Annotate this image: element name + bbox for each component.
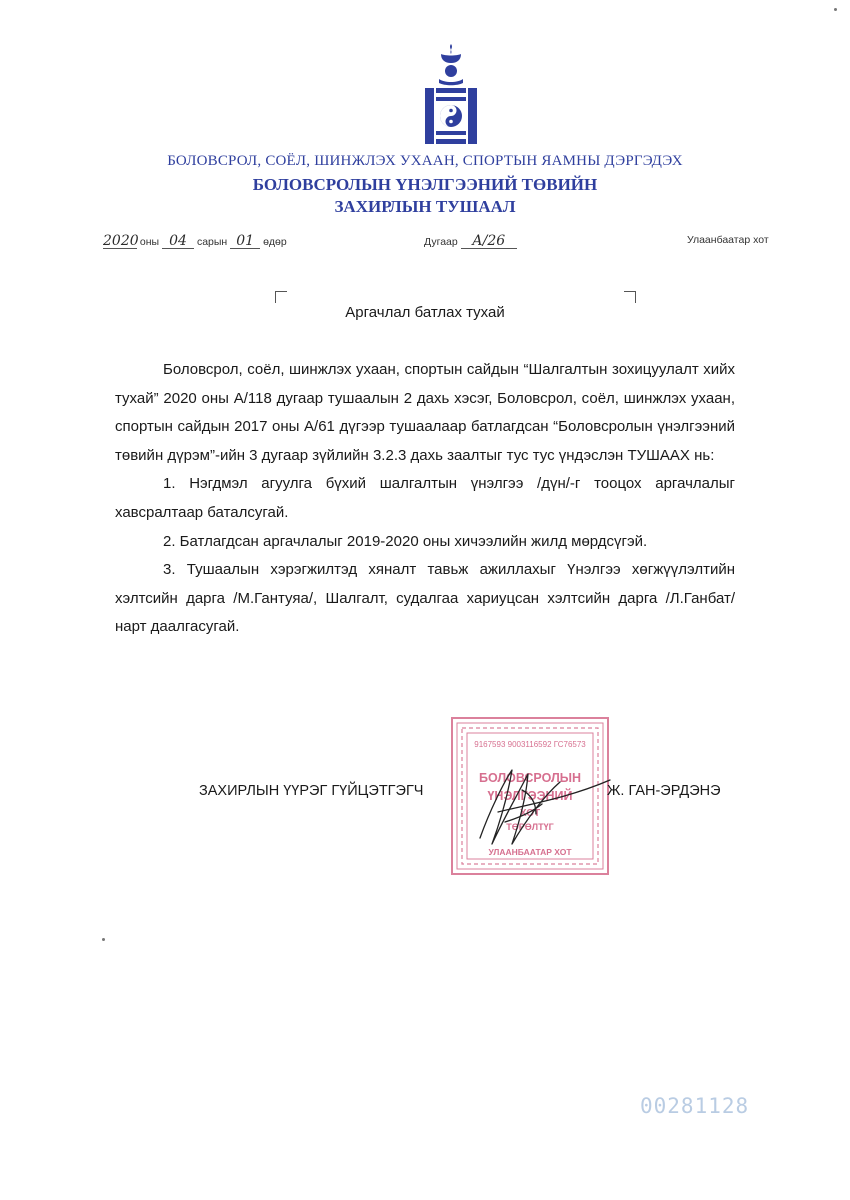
date-day: 01: [230, 234, 260, 249]
stamp-line-4: ТӨРӨЛТҮГ: [506, 822, 554, 832]
stamp-line-3: ХОТ: [519, 808, 541, 819]
signer-title: ЗАХИРЛЫН ҮҮРЭГ ГҮЙЦЭТГЭГЧ: [199, 783, 424, 799]
stamp-line-1: БОЛОВСРОЛЫН: [478, 771, 582, 785]
signer-name: Ж. ГАН-ЭРДЭНЭ: [607, 783, 721, 799]
order-item-1: 1. Нэгдмэл агуулга бүхий шалгалтын үнэлгээ /дүн/-г тооцох аргачлалыг хавсралтаар баталсугай.: [115, 475, 735, 521]
number-label: Дугаар: [424, 236, 458, 248]
order-number-line: [424, 234, 517, 249]
order-item-2: 2. Батлагдсан аргачлалыг 2019-2020 оны хичээлийн жилд мөрдсүгэй.: [163, 532, 648, 550]
stamp-code: 9167593 9003116592 ГС76573: [474, 740, 586, 749]
subject-corner-right: [624, 291, 636, 303]
subject-heading: Аргачлал батлах тухай: [345, 304, 505, 321]
state-emblem-icon: [421, 42, 481, 150]
document-title: ЗАХИРЛЫН ТУШААЛ: [334, 197, 516, 216]
stamp-line-2: ҮНЭЛГЭЭНИЙ: [487, 789, 573, 803]
order-item-3: 3. Тушаалын хэрэгжилтэд хяналт тавьж ажиллахыг Үнэлгээ хөгжүүлэлтийн хэлтсийн дарга /М.Гантуяа/, Шалгалт, судалгаа хариуцсан хэлтсийн дарга /Л.Ганбат/ нарт даалгасугай.: [115, 561, 735, 636]
scan-speck: [834, 8, 837, 11]
order-number: А/26: [461, 234, 517, 249]
scan-speck: [102, 938, 105, 941]
year-label: оны: [139, 236, 160, 248]
order-intro: Боловсрол, соёл, шинжлэх ухаан, спортын сайдын “Шалгалтын зохицуулалт хийх тухай” 2020 оны А/118 дугаар тушаалын 2 дахь хэсэг, Боловсрол, соёл, шинжлэх ухаан, спортын сайдын 2017 оны А/61 дүгээр тушаалаар батлагдсан “Боловсролын үнэлгээний төвийн дүрэм”-ийн 3 дугаар зүйлийн 3.2.3 дахь заалтыг тус тус үндэслэн ТУШААХ нь:: [115, 361, 735, 464]
stamp-bottom: УЛААНБААТАР ХОТ: [488, 847, 572, 857]
city: Улаанбаатар хот: [687, 234, 769, 246]
date-line: [103, 234, 287, 249]
date-month: 04: [162, 234, 194, 249]
organization-title: БОЛОВСРОЛЫН ҮНЭЛГЭЭНИЙ ТӨВИЙН: [252, 175, 598, 194]
order-body: [115, 356, 735, 642]
day-label: өдөр: [263, 236, 287, 248]
month-label: сарын: [196, 236, 228, 248]
ministry-name: БОЛОВСРОЛ, СОЁЛ, ШИНЖЛЭХ УХААН, СПОРТЫН ЯАМНЫ ДЭРГЭДЭХ: [167, 153, 683, 169]
serial-number: 00281128: [640, 1094, 750, 1118]
subject-corner-left: [275, 291, 287, 303]
date-year: 2020: [103, 233, 139, 249]
handwritten-signature: [470, 760, 620, 850]
